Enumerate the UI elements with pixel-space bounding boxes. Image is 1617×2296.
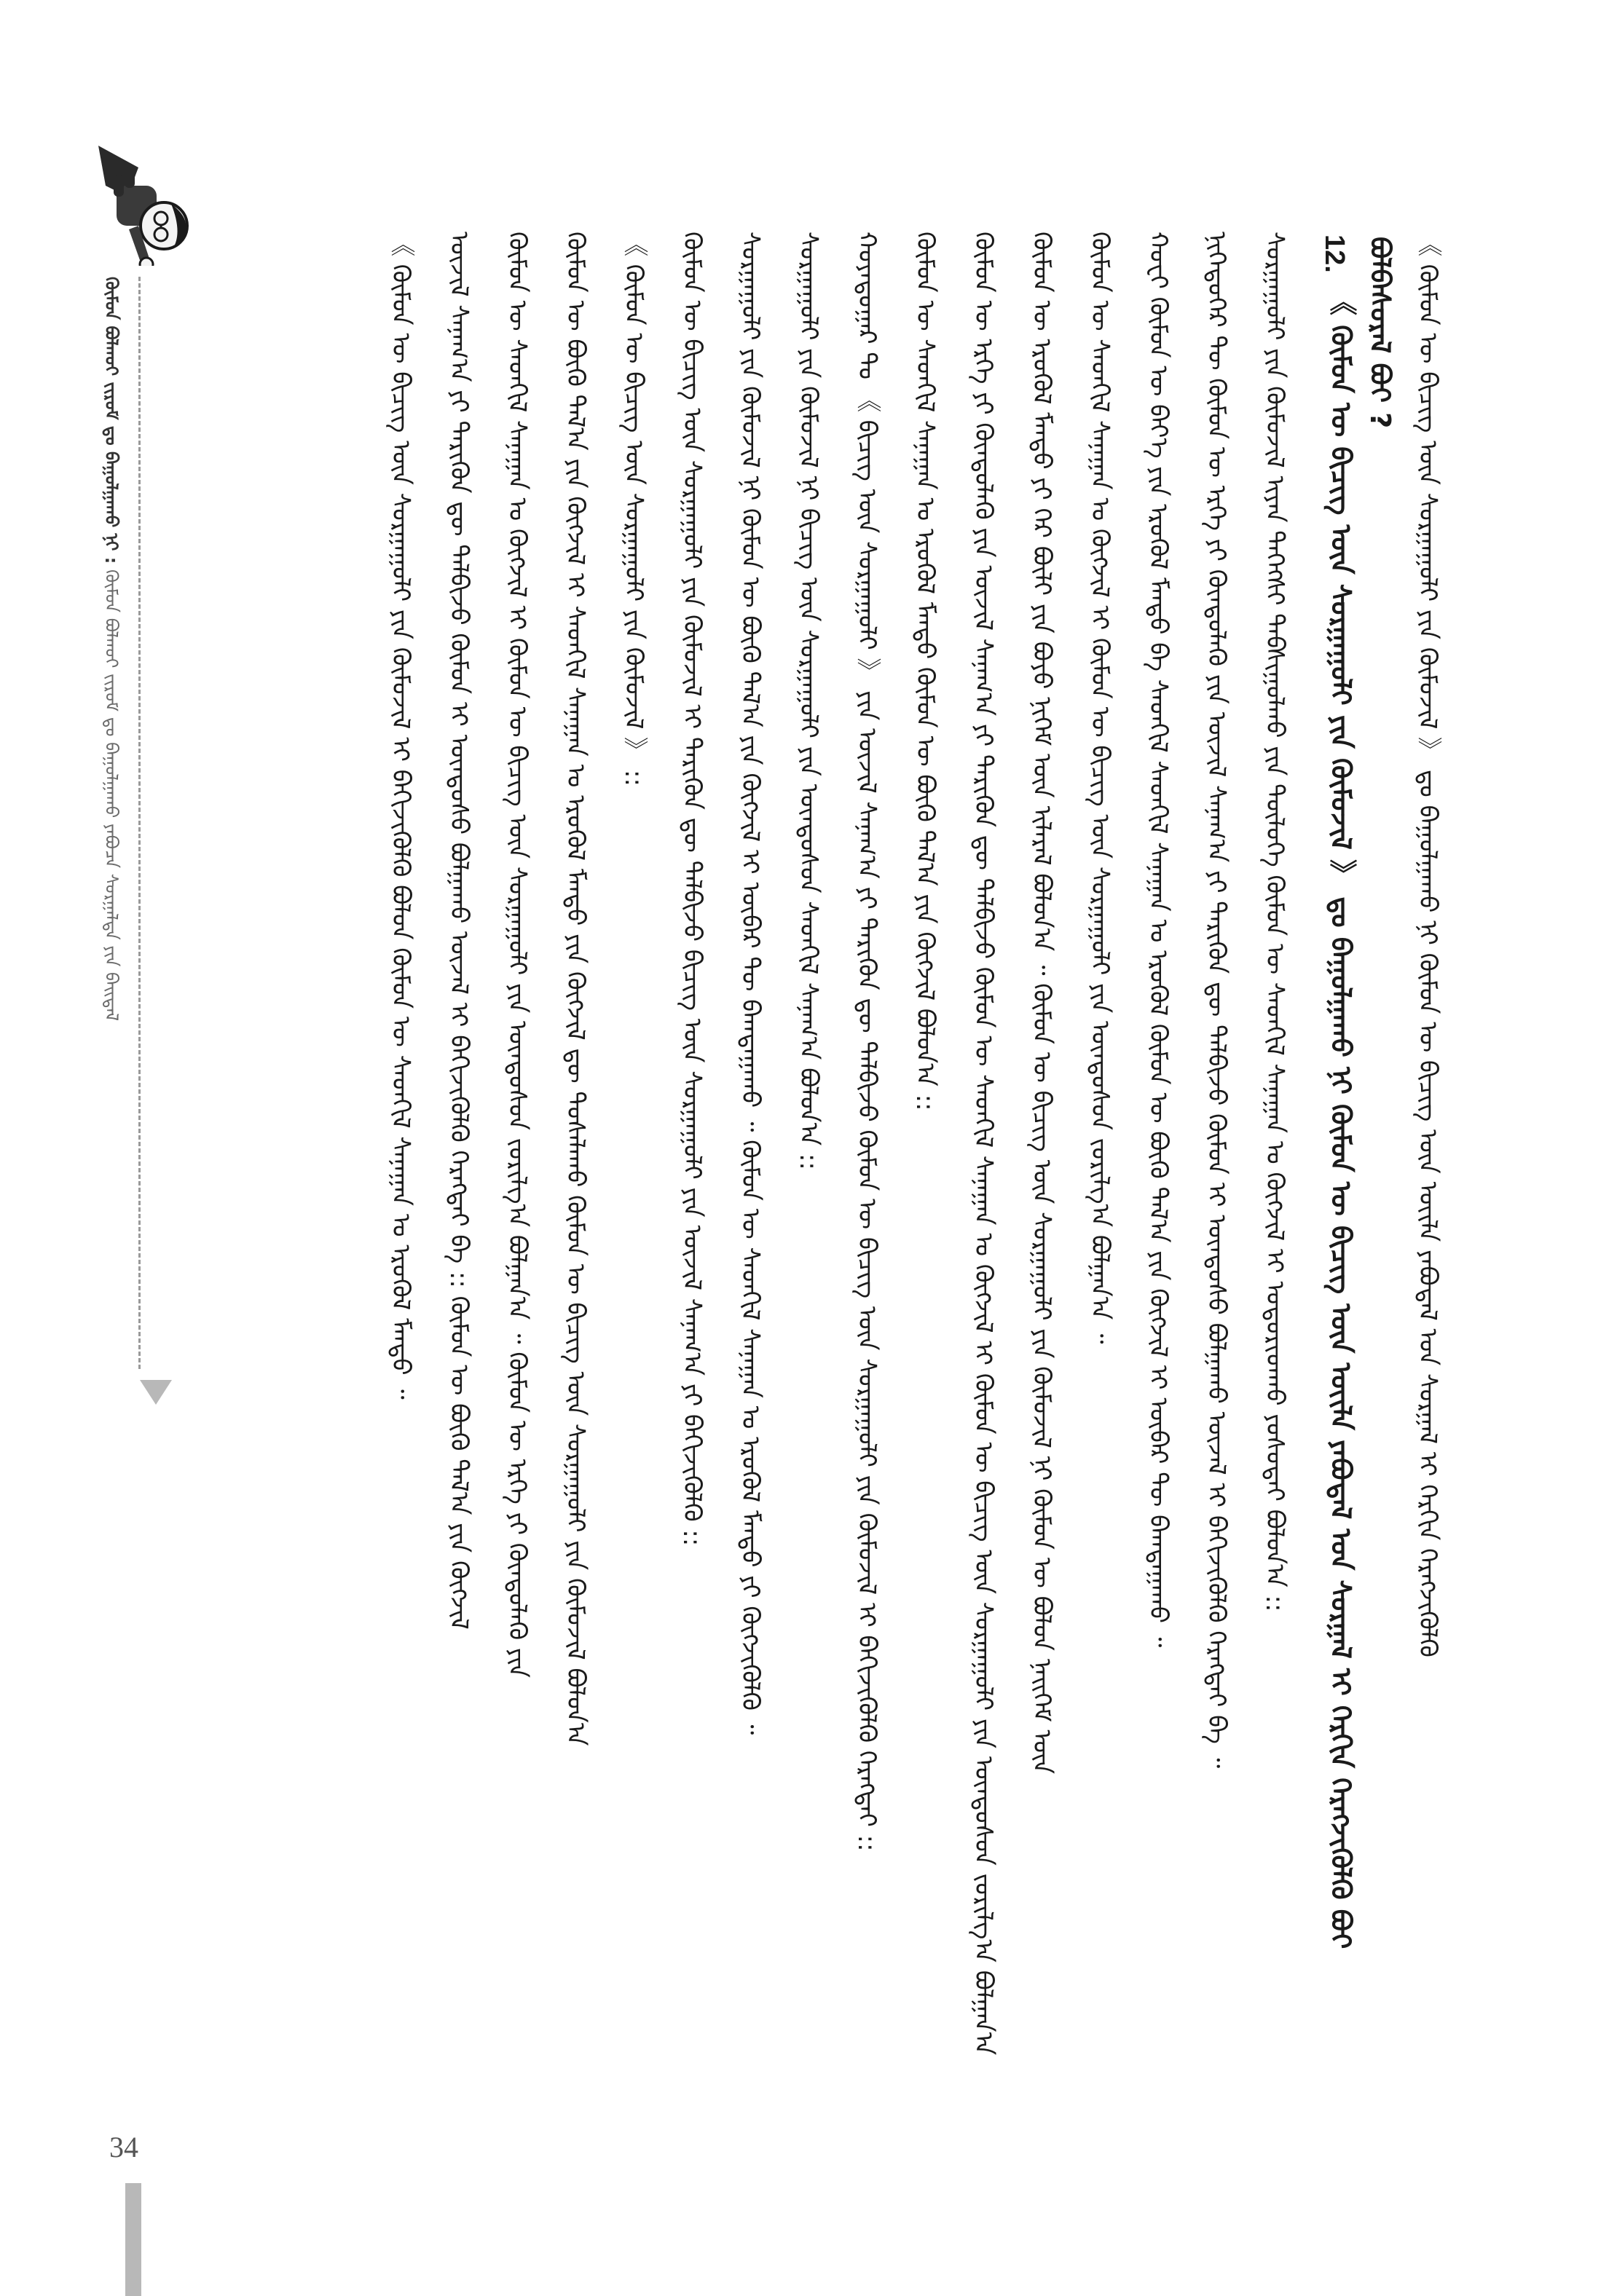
text-column: 《 ᠬᠦᠮᠦᠨ ᠦ ᠪᠢᠴᠢᠭ ᠦᠨ ᠰᠤᠷᠭᠠᠭᠤᠯᠢ ᠶᠢᠨ ᠬᠦᠮᠦᠵᠢᠯ ᠢ ᠪᠡᠬᠢᠵᠢᠭᠦᠯᠬᠦ ᠪᠤᠯᠤᠨ ᠬᠦᠮᠦᠨ ᠦ ᠰᠡᠳᠬᠢᠯ ᠰᠠᠨᠠᠭᠠᠨ ᠤ ᠡᠷᠦᠭᠦᠯ ᠮᠡᠨᠳᠦ ᠃ xyxy=(386,232,415,1400)
text-column: ᠬᠦᠮᠦᠨ ᠦ ᠰᠡᠳᠬᠢᠯ ᠰᠠᠨᠠᠭᠠᠨ ᠤ ᠡᠷᠦᠭᠦᠯ ᠮᠡᠨᠳᠦ ᠬᠦᠮᠦᠨ ᠦ ᠪᠦᠬᠦ ᠲᠠᠯ᠎ᠠ ᠶᠢᠨ ᠬᠥᠭᠵᠢᠯ ᠪᠤᠯᠤᠨ᠎ᠠ :: xyxy=(910,232,940,1111)
header-divider xyxy=(138,277,143,1369)
text-column: ᠬᠦᠮᠦᠨ ᠦ ᠰᠡᠳᠬᠢᠯ ᠰᠠᠨᠠᠭᠠᠨ ᠤ ᠬᠥᠭᠵᠢᠯ ᠢ ᠬᠦᠮᠦᠨ ᠦ ᠪᠢᠴᠢᠭ ᠦᠨ ᠰᠤᠷᠭᠠᠭᠤᠯᠢ ᠶᠢᠨ ᠦᠨᠳᠦᠰᠦᠨ ᠵᠣᠷᠢᠯᠭ᠎ᠠ ᠪᠤᠯᠭᠠᠨ᠎ᠠ ᠃ xyxy=(1085,232,1114,1344)
triangle-marker-icon xyxy=(140,1380,172,1405)
text-column: 《 ᠬᠦᠮᠦᠨ ᠦ ᠪᠢᠴᠢᠭ ᠦᠨ ᠰᠤᠷᠭᠠᠭᠤᠯᠢ ᠶᠢᠨ ᠬᠦᠮᠦᠵᠢᠯ 》 ᠳᠤ ᠪᠠᠭᠤᠯᠭᠠᠬᠤ ᠨᠢ ᠬᠦᠮᠦᠨ ᠦ ᠪᠢᠴᠢᠭ ᠦᠨ ᠦᠢᠯᠡ ᠶᠠᠪᠤᠳᠠᠯ ᠤᠨ ᠰᠤᠷᠭᠠᠯ ᠢ ᠬᠡᠷᠬᠢᠨ ᠬᠡᠷᠡᠭᠵᠢᠭᠦᠯᠬᠦ xyxy=(1413,232,1442,1657)
text-column: ᠬᠦᠮᠦᠨ ᠦ ᠪᠢᠴᠢᠭ ᠦᠨ ᠰᠤᠷᠭᠠᠭᠤᠯᠢ ᠶᠢᠨ ᠬᠦᠮᠦᠵᠢᠯ ᠢ ᠲᠡᠷᠢᠭᠦᠨ ᠳᠦ ᠲᠠᠯᠪᠢᠵᠤ ᠪᠢᠴᠢᠭ ᠦᠨ ᠰᠤᠷᠭᠠᠭᠤᠯᠢ ᠶᠢᠨ ᠦᠵᠢᠯ ᠰᠠᠨᠠᠭ᠎ᠠ ᠶᠢ ᠪᠡᠬᠢᠵᠢᠭᠦᠯᠬᠦ :: xyxy=(677,232,707,1547)
text-column: ᠦᠵᠢᠯ ᠰᠠᠨᠠᠭ᠎ᠠ ᠶᠢ ᠲᠡᠷᠢᠭᠦᠨ ᠳᠦ ᠲᠠᠯᠪᠢᠵᠤ ᠬᠦᠮᠦᠨ ᠢ ᠦᠨᠳᠦᠰᠦ ᠪᠤᠯᠭᠠᠬᠤ ᠦᠵᠡᠯ ᠢ ᠪᠡᠬᠢᠵᠢᠭᠦᠯᠬᠦ ᠬᠡᠷᠡᠭᠲᠡᠢ ᠪᠠ :: ᠬᠦᠮᠦᠨ ᠦ ᠪᠦᠬᠦ ᠲᠠᠯ᠎ᠠ ᠶᠢᠨ ᠬᠥᠭᠵᠢᠯ xyxy=(444,232,473,1630)
page-tab xyxy=(125,2183,141,2296)
running-header xyxy=(96,277,127,1021)
question-title-line-1: 《 ᠬᠦᠮᠦᠨ ᠦ ᠪᠢᠴᠢᠭ ᠦᠨ ᠰᠤᠷᠭᠠᠭᠤᠯᠢ ᠶᠢᠨ ᠬᠦᠮᠦᠵᠢᠯ 》 ᠳᠤ ᠪᠠᠭᠤᠯᠭᠠᠬᠤ ᠨᠢ ᠬᠦᠮᠦᠨ ᠦ ᠪᠢᠴᠢᠭ ᠦᠨ ᠦᠢᠯᠡ ᠶᠠᠪᠤᠳᠠᠯ ᠤᠨ ᠰᠤᠷᠭᠠᠯ ᠢ ᠬᠡᠷᠬᠢᠨ ᠬᠡᠷᠡᠭᠵᠢᠭᠦᠯᠬᠦ ᠪᠤᠢ xyxy=(1325,288,1357,1949)
text-column: ᠨᠢᠭᠡᠳᠦᠭᠡᠷ ᠲᠦ ᠬᠦᠮᠦᠨ ᠦ ᠡᠷᠬᠡ ᠶᠢ ᠬᠦᠨᠳᠦᠯᠡᠬᠦ ᠶᠢᠨ ᠦᠵᠢᠯ ᠰᠠᠨᠠᠭ᠎ᠠ ᠶᠢ ᠲᠡᠷᠢᠭᠦᠨ ᠳᠦ ᠲᠠᠯᠪᠢᠵᠤ ᠬᠦᠮᠦᠨ ᠢ ᠦᠨᠳᠦᠰᠦ ᠪᠤᠯᠭᠠᠬᠤ ᠦᠵᠡᠯ ᠢ ᠪᠡᠬᠢᠵᠢᠭᠦᠯᠬᠦ ᠬᠡᠷᠡᠭᠲᠡᠢ ᠪᠠ ᠃ xyxy=(1202,232,1231,1769)
text-column: ᠬᠦᠮᠦᠨ ᠦ ᠪᠦᠬᠦ ᠲᠠᠯ᠎ᠠ ᠶᠢᠨ ᠬᠥᠭᠵᠢᠯ ᠢ ᠰᠡᠳᠬᠢᠯ ᠰᠠᠨᠠᠭᠠᠨ ᠤ ᠡᠷᠦᠭᠦᠯ ᠮᠡᠨᠳᠦ ᠶᠢᠨ ᠬᠥᠭᠵᠢᠯ ᠳᠦ ᠲᠤᠰᠠᠯᠠᠬᠤ ᠬᠦᠮᠦᠨ ᠦ ᠪᠢᠴᠢᠭ ᠦᠨ ᠰᠤᠷᠭᠠᠭᠤᠯᠢ ᠶᠢᠨ ᠬᠦᠮᠦᠵᠢᠯ ᠪᠤᠯᠤᠨ᠎ᠠ xyxy=(561,232,590,1746)
question-number: 12. xyxy=(1319,234,1350,273)
running-header-text: ᠬᠦᠮᠦᠨ ᠪᠤᠯᠬᠤᠢ ᠵᠢᠷᠤᠮ ᠳᠤ ᠪᠠᠭᠤᠯᠭᠠᠬᠤ ᠶᠠᠪᠤᠴᠠ ᠰᠤᠷᠭᠠᠯᠳᠠ ᠶᠢᠨ ᠪᠠᠢᠳᠠᠯ xyxy=(101,569,122,1022)
flying-boy-illustration xyxy=(58,135,226,266)
text-column: ᠬᠦᠮᠦᠨ ᠦ ᠡᠷᠦᠭᠦᠯ ᠮᠡᠨᠳᠦ ᠶᠢ ᠭᠡᠷ ᠪᠦᠯᠢ ᠶᠢᠨ ᠪᠤᠶᠤ ᠨᠢᠭᠡᠮ ᠦᠨ ᠢᠯᠡᠷᠡᠯ ᠪᠤᠯᠤᠨ᠎ᠠ ᠃ ᠬᠦᠮᠦᠨ ᠦ ᠪᠢᠴᠢᠭ ᠦᠨ ᠰᠤᠷᠭᠠᠭᠤᠯᠢ ᠶᠢᠨ ᠬᠦᠮᠦᠵᠢᠯ ᠨᠢ ᠬᠦᠮᠦᠨ ᠦ ᠪᠤᠯᠤᠨ ᠨᠡᠢᠭᠡᠮ ᠦᠨ xyxy=(1027,232,1056,1775)
text-column: 《 ᠬᠦᠮᠦᠨ ᠦ ᠪᠢᠴᠢᠭ ᠦᠨ ᠰᠤᠷᠭᠠᠭᠤᠯᠢ ᠶᠢᠨ ᠬᠦᠮᠦᠵᠢᠯ 》 :: xyxy=(619,232,648,786)
text-column: ᠬᠦᠮᠦᠨ ᠦ ᠡᠷᠬᠡ ᠶᠢ ᠬᠦᠨᠳᠦᠯᠡᠬᠦ ᠶᠢᠨ ᠦᠵᠢᠯ ᠰᠠᠨᠠᠭ᠎ᠠ ᠶᠢ ᠲᠡᠷᠢᠭᠦᠨ ᠳᠦ ᠲᠠᠯᠪᠢᠵᠤ ᠬᠦᠮᠦᠨ ᠦ ᠰᠡᠳᠬᠢᠯ ᠰᠠᠨᠠᠭᠠᠨ ᠤ ᠬᠥᠭᠵᠢᠯ ᠢ ᠬᠦᠮᠦᠨ ᠦ ᠪᠢᠴᠢᠭ ᠦᠨ ᠰᠤᠷᠭᠠᠭᠤᠯᠢ ᠶᠢᠨ ᠦᠨᠳᠦᠰᠦᠨ ᠵᠣᠷᠢᠯᠭ᠎ᠠ ᠪᠤᠯᠭᠠᠨ᠎ᠠ xyxy=(969,232,998,2056)
text-column: ᠰᠤᠷᠭᠠᠭᠤᠯᠢ ᠶᠢᠨ ᠬᠦᠮᠦᠵᠢᠯ ᠢᠶᠡᠨ ᠳᠡᠭᠡᠭᠰᠢ ᠳᠠᠪᠰᠢᠭᠤᠯᠬᠤ ᠶᠢᠨ ᠲᠥᠯᠥᠭᠡ ᠬᠦᠮᠦᠨ ᠦ ᠰᠡᠳᠬᠢᠯ ᠰᠠᠨᠠᠭᠠᠨ ᠤ ᠬᠥᠭᠵᠢᠯ ᠢ ᠤᠳᠤᠷᠢᠳᠬᠤ ᠶᠤᠰᠤᠲᠠᠢ ᠪᠤᠯᠤᠨ᠎ᠠ :: xyxy=(1260,232,1289,1612)
text-column: ᠬᠤᠶᠠᠳᠤᠭᠠᠷ ᠲᠤ 《 ᠪᠢᠴᠢᠭ ᠦᠨ ᠰᠤᠷᠭᠠᠭᠤᠯᠢ 》 ᠶᠢᠨ ᠦᠵᠢᠯ ᠰᠠᠨᠠᠭ᠎ᠠ ᠶᠢ ᠲᠡᠷᠢᠭᠦᠨ ᠳᠦ ᠲᠠᠯᠪᠢᠵᠤ ᠬᠦᠮᠦᠨ ᠦ ᠪᠢᠴᠢᠭ ᠦᠨ ᠰᠤᠷᠭᠠᠭᠤᠯᠢ ᠶᠢᠨ ᠬᠦᠮᠦᠵᠢᠯ ᠢ ᠪᠡᠬᠢᠵᠢᠭᠦᠯᠬᠦ ᠬᠡᠷᠡᠭᠲᠡᠢ :: xyxy=(852,232,881,1852)
text-column: ᠰᠤᠷᠭᠠᠭᠤᠯᠢ ᠶᠢᠨ ᠬᠦᠮᠦᠵᠢᠯ ᠨᠢ ᠬᠦᠮᠦᠨ ᠦ ᠪᠦᠬᠦ ᠲᠠᠯ᠎ᠠ ᠶᠢᠨ ᠬᠥᠭᠵᠢᠯ ᠢ ᠥᠪᠡᠷ ᠲᠦ ᠪᠠᠭᠲᠠᠭᠠᠬᠤ ᠃ ᠬᠦᠮᠦᠨ ᠦ ᠰᠡᠳᠬᠢᠯ ᠰᠠᠨᠠᠭᠠᠨ ᠤ ᠡᠷᠦᠭᠦᠯ ᠮᠡᠨᠳᠦ ᠶᠢ ᠬᠥᠭᠵᠢᠭᠦᠯᠬᠦ ᠃ xyxy=(736,232,765,1735)
question-title-line-2: ᠪᠤᠯᠪᠠᠰᠤᠷᠠᠯ ᠪᠤᠢ ? xyxy=(1364,237,1396,429)
text-column: ᠰᠤᠷᠭᠠᠭᠤᠯᠢ ᠶᠢᠨ ᠬᠦᠮᠦᠵᠢᠯ ᠨᠢ ᠪᠢᠴᠢᠭ ᠦᠨ ᠰᠤᠷᠭᠠᠭᠤᠯᠢ ᠶᠢᠨ ᠦᠨᠳᠦᠰᠦᠨ ᠰᠡᠳᠬᠢᠯ ᠰᠠᠨᠠᠭ᠎ᠠ ᠪᠤᠯᠤᠨ᠎ᠠ :: xyxy=(794,232,823,1170)
page-number: 34 xyxy=(109,2131,138,2163)
running-header-bold: ᠬᠦᠮᠦᠨ ᠪᠤᠯᠬᠤᠢ ᠵᠢᠷᠤᠮ ᠳᠤ ᠪᠠᠭᠤᠯᠭᠠᠬᠤ ᠨᠢ : xyxy=(101,277,122,564)
text-column: ᠬᠤᠸᠢ ᠬᠦᠮᠦᠨ ᠦ ᠪᠡᠶ᠎ᠡ ᠶᠢᠨ ᠡᠷᠦᠭᠦᠯ ᠮᠡᠨᠳᠦ ᠪᠠ ᠰᠡᠳᠬᠢᠯ ᠰᠡᠳᠬᠢᠯ ᠰᠠᠨᠠᠭᠠᠨ ᠤ ᠡᠷᠦᠭᠦᠯ ᠬᠦᠮᠦᠨ ᠦ ᠪᠦᠬᠦ ᠲᠠᠯ᠎ᠠ ᠶᠢᠨ ᠬᠥᠭᠵᠢᠯ ᠢ ᠥᠪᠡᠷ ᠲᠦ ᠪᠠᠭᠲᠠᠭᠠᠬᠤ ᠃ xyxy=(1144,232,1173,1648)
text-column: ᠬᠦᠮᠦᠨ ᠦ ᠰᠡᠳᠬᠢᠯ ᠰᠠᠨᠠᠭᠠᠨ ᠤ ᠬᠥᠭᠵᠢᠯ ᠢ ᠬᠦᠮᠦᠨ ᠦ ᠪᠢᠴᠢᠭ ᠦᠨ ᠰᠤᠷᠭᠠᠭᠤᠯᠢ ᠶᠢᠨ ᠦᠨᠳᠦᠰᠦᠨ ᠵᠣᠷᠢᠯᠭ᠎ᠠ ᠪᠤᠯᠭᠠᠨ᠎ᠠ ᠃ ᠬᠦᠮᠦᠨ ᠦ ᠡᠷᠬᠡ ᠶᠢ ᠬᠦᠨᠳᠦᠯᠡᠬᠦ ᠶᠢᠨ xyxy=(503,232,532,1678)
